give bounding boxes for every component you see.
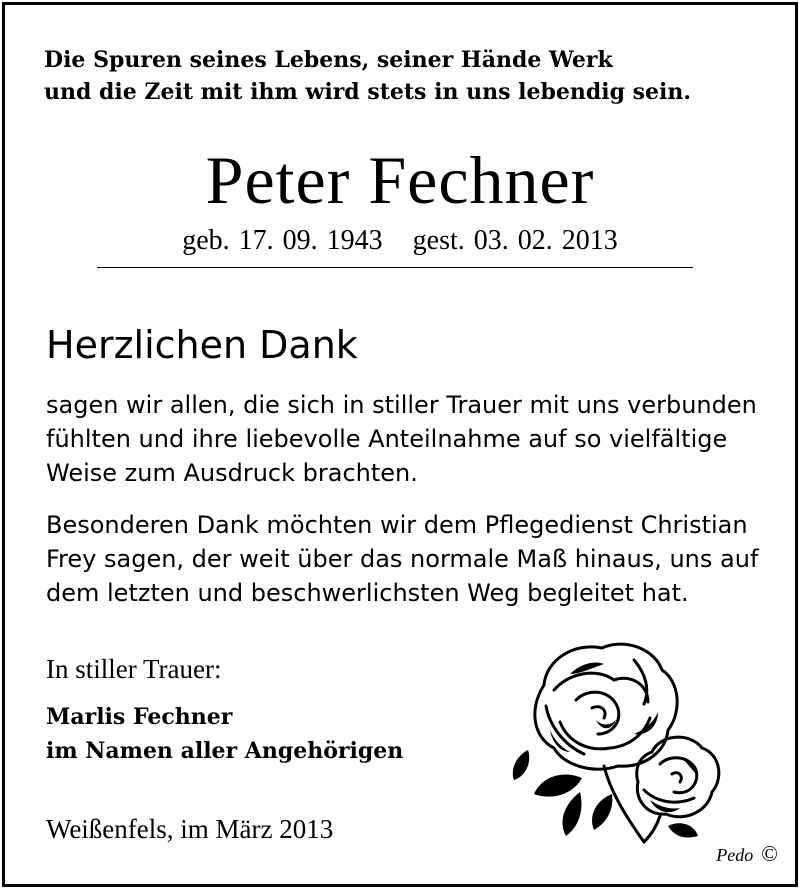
death-date: gest. 03. 02. 2013 [412,225,618,256]
paragraph-line: sagen wir allen, die sich in stiller Trauer mit uns verbunden [46,391,757,419]
signer-note: im Namen aller Angehörigen [46,738,404,764]
thanks-heading: Herzlichen Dank [46,323,358,367]
place-date: Weißenfels, im März 2013 [46,814,334,844]
motto [44,44,764,108]
mourning-label: In stiller Trauer: [46,654,222,684]
rose-icon [484,630,744,850]
paragraph-line: Besonderen Dank möchten wir dem Pflegedienst Christian [46,511,748,539]
deceased-name: Peter Fechner [205,142,595,218]
thanks-paragraph-2 [46,508,760,610]
motto-line-2: und die Zeit mit ihm wird stets in uns lebendig sein. [44,79,692,105]
paragraph-line: dem letzten und beschwerlichsten Weg begleitet hat. [46,579,689,607]
paragraph-line: Frey sagen, der weit über das normale Maß hinaus, uns auf [46,545,759,573]
signer [46,700,403,768]
life-dates [0,224,800,258]
divider-line [97,267,693,268]
paragraph-line: Weise zum Ausdruck brachten. [46,459,418,487]
motto-line-1: Die Spuren seines Lebens, seiner Hände Werk [44,47,613,73]
artist-signature: Pedo [716,845,754,865]
birth-date: geb. 17. 09. 1943 [182,225,383,256]
artist-credit [716,841,778,867]
paragraph-line: fühlten und ihre liebevolle Anteilnahme auf so vielfältige [46,425,728,453]
signer-name: Marlis Fechner [46,704,233,730]
copyright-symbol: © [761,841,778,866]
thanks-paragraph-1 [46,388,760,490]
